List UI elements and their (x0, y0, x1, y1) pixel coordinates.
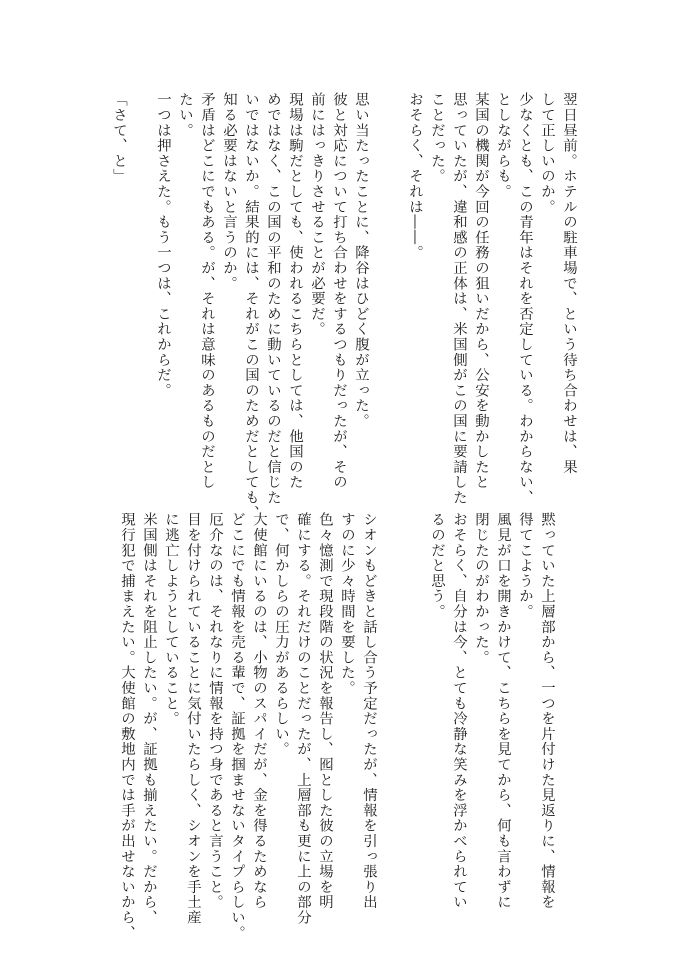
text-column: 目を付けられていることに気付いたらしく、シオンを手土産 (185, 512, 201, 926)
text-column: 黙っていた上層部から、一つを片付けた見返りに、情報を (539, 512, 555, 910)
text-column: 「さて、と」 (111, 92, 127, 184)
text-block-bottom-right (426, 512, 558, 910)
text-block-bottom-left (116, 512, 380, 941)
text-block-top-left (108, 92, 372, 521)
text-block-top-right (404, 92, 580, 506)
text-column: 少なくとも、この青年はそれを否定している。わからない、 (517, 92, 533, 506)
text-column: すのに少々時間を要した。 (339, 512, 355, 696)
text-column: 閉じたのがわかった。 (473, 512, 489, 665)
text-column: 現場は駒だとしても、使われるこちらとしては、他国のた (287, 92, 303, 490)
text-column: 色々憶測で現段階の状況を報告し、囮とした彼の立場を明 (317, 512, 333, 910)
text-column: としながらも。 (495, 92, 511, 200)
text-column: 知る必要はないと言うのか。 (221, 92, 237, 291)
text-column: おそらく、自分は今、とても冷静な笑みを浮かべられてい (451, 512, 467, 910)
text-column: どこにでも情報を売る輩で、証拠を掴ませないタイプらしい。 (229, 512, 245, 941)
text-column: 現行犯で捕まえたい。大使館の敷地内では手が出せないから、 (119, 512, 135, 941)
text-column: 思っていたが、違和感の正体は、米国側がこの国に要請した (451, 92, 467, 506)
text-column: 彼と対応について打ち合わせをするつもりだったが、その (331, 92, 347, 490)
text-column: に逃亡しようとしていること。 (163, 512, 179, 727)
text-column: 得てこようか。 (517, 512, 533, 620)
text-column: めではなく、この国の平和のために動いているのだと信じた (265, 92, 281, 506)
text-column: シオンもどきと話し合う予定だったが、情報を引っ張り出 (361, 512, 377, 910)
text-column: たい。 (177, 92, 193, 138)
text-column: いではないか。結果的には、それがこの国のためだとしても、 (243, 92, 259, 521)
text-column: 厄介なのは、それなりに情報を持つ身であると言うこと。 (207, 512, 223, 910)
text-column: 米国側はそれを阻止したい。が、証拠も揃えたい。だから、 (141, 512, 157, 926)
text-column: 翌日昼前。ホテルの駐車場で、という待ち合わせは、果 (561, 92, 577, 475)
text-column: 某国の機関が今回の任務の狙いだから、公安を動かしたと (473, 92, 489, 490)
text-column: ことだった。 (429, 92, 445, 184)
text-column: 一つは押さえた。もう一つは、これからだ。 (155, 92, 171, 398)
text-column: 確にする。それだけのことだったが、上層部も更に上の部分 (295, 512, 311, 926)
text-column: 大使館にいるのは、小物のスパイだが、金を得るためなら (251, 512, 267, 910)
text-column: 矛盾はどこにでもある。が、それは意味のあるものだとし (199, 92, 215, 490)
text-column: 風見が口を開きかけて、こちらを見てから、何も言わずに (495, 512, 511, 910)
text-column: おそらく、それは――。 (407, 92, 423, 261)
text-column: るのだと思う。 (429, 512, 445, 620)
text-column: して正しいのか。 (539, 92, 555, 215)
text-column (130, 92, 152, 472)
text-column: 思い当たったことに、降谷はひどく腹が立った。 (353, 92, 369, 429)
text-column: 前にはっきりさせることが必要だ。 (309, 92, 325, 337)
text-column: で、何かしらの圧力があるらしい。 (273, 512, 289, 757)
